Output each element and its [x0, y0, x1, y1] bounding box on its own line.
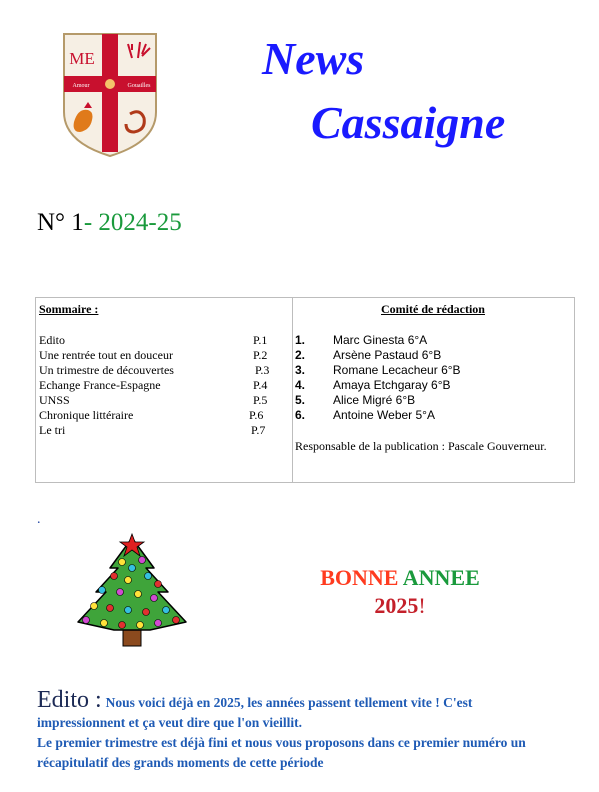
summary-item-title: Le tri: [39, 423, 66, 437]
publication-responsible: Responsable de la publication : Pascale Gouverneur.: [295, 439, 547, 453]
member-name: Alice Migré 6°B: [333, 393, 416, 407]
edito-section: [37, 687, 562, 773]
greeting-word2: ANNEE: [402, 565, 480, 590]
edito-text-2: Le premier trimestre est déjà fini et nous vous proposons dans ce premier numéro un récapitulatif des grands moments de cette période: [37, 735, 526, 770]
member-name: Romane Lecacheur 6°B: [333, 363, 461, 377]
member-index: 4.: [295, 378, 306, 392]
summary-item-page: P.1: [253, 333, 268, 347]
summary-item[interactable]: [39, 363, 289, 378]
summary-heading: Sommaire :: [39, 302, 99, 316]
committee-member: [295, 363, 571, 378]
member-index: 3.: [295, 363, 306, 377]
summary-item-page: P.3: [255, 363, 270, 377]
issue-number: [37, 210, 182, 235]
summary-item-page: P.5: [253, 393, 268, 407]
summary-item-title: UNSS: [39, 393, 70, 407]
summary-column: [39, 302, 289, 438]
summary-table: [35, 297, 575, 483]
member-index: 6.: [295, 408, 306, 422]
summary-item[interactable]: [39, 408, 289, 423]
summary-item-page: P.2: [253, 348, 268, 362]
summary-item[interactable]: [39, 378, 289, 393]
issue-year: - 2024-25: [83, 209, 182, 236]
summary-item-title: Echange France-Espagne: [39, 378, 161, 392]
summary-item[interactable]: [39, 423, 289, 438]
issue-num: N° 1: [37, 209, 84, 236]
new-year-greeting: [300, 564, 500, 620]
newsletter-title-line1: News: [262, 33, 365, 84]
summary-item[interactable]: [39, 348, 289, 363]
committee-member: [295, 348, 571, 363]
committee-heading: Comité de rédaction: [381, 302, 485, 316]
member-name: Marc Ginesta 6°A: [333, 333, 428, 347]
member-index: 2.: [295, 348, 306, 362]
summary-item-title: Edito: [39, 333, 65, 347]
committee-column: [295, 302, 571, 454]
member-name: Antoine Weber 5°A: [333, 408, 435, 422]
summary-item[interactable]: [39, 333, 289, 348]
edito-label: Edito :: [37, 687, 102, 713]
christmas-tree-icon: [58, 530, 208, 655]
greeting-year: 2025: [374, 593, 419, 618]
crest-letters: ME: [69, 49, 95, 68]
school-crest-icon: [60, 30, 160, 160]
committee-member: [295, 333, 571, 348]
summary-item-title: Un trimestre de découvertes: [39, 363, 174, 377]
greeting-word1: BONNE: [320, 565, 399, 590]
summary-item-title: Chronique littéraire: [39, 408, 134, 422]
summary-item-page: P.7: [251, 423, 266, 437]
member-name: Amaya Etchgaray 6°B: [333, 378, 451, 392]
committee-member: [295, 393, 571, 408]
table-divider: [292, 298, 293, 482]
greeting-punct: !: [418, 593, 426, 618]
edito-text: Nous voici déjà en 2025, les années passent tellement vite ! C'est impressionnent et ça veut dire que l'on vieillit.: [37, 695, 473, 730]
summary-item[interactable]: [39, 393, 289, 408]
committee-member: [295, 378, 571, 393]
member-index: 5.: [295, 393, 306, 407]
newsletter-title-line2: Cassaigne: [311, 97, 506, 148]
summary-item-page: P.6: [249, 408, 264, 422]
stray-dot: .: [37, 512, 41, 527]
crest-text-right: Gouailles: [127, 83, 151, 89]
member-name: Arsène Pastaud 6°B: [333, 348, 442, 362]
summary-item-page: P.4: [253, 378, 268, 392]
member-index: 1.: [295, 333, 306, 347]
summary-item-title: Une rentrée tout en douceur: [39, 348, 173, 362]
committee-member: [295, 408, 571, 423]
crest-text-left: Amour: [72, 83, 90, 89]
